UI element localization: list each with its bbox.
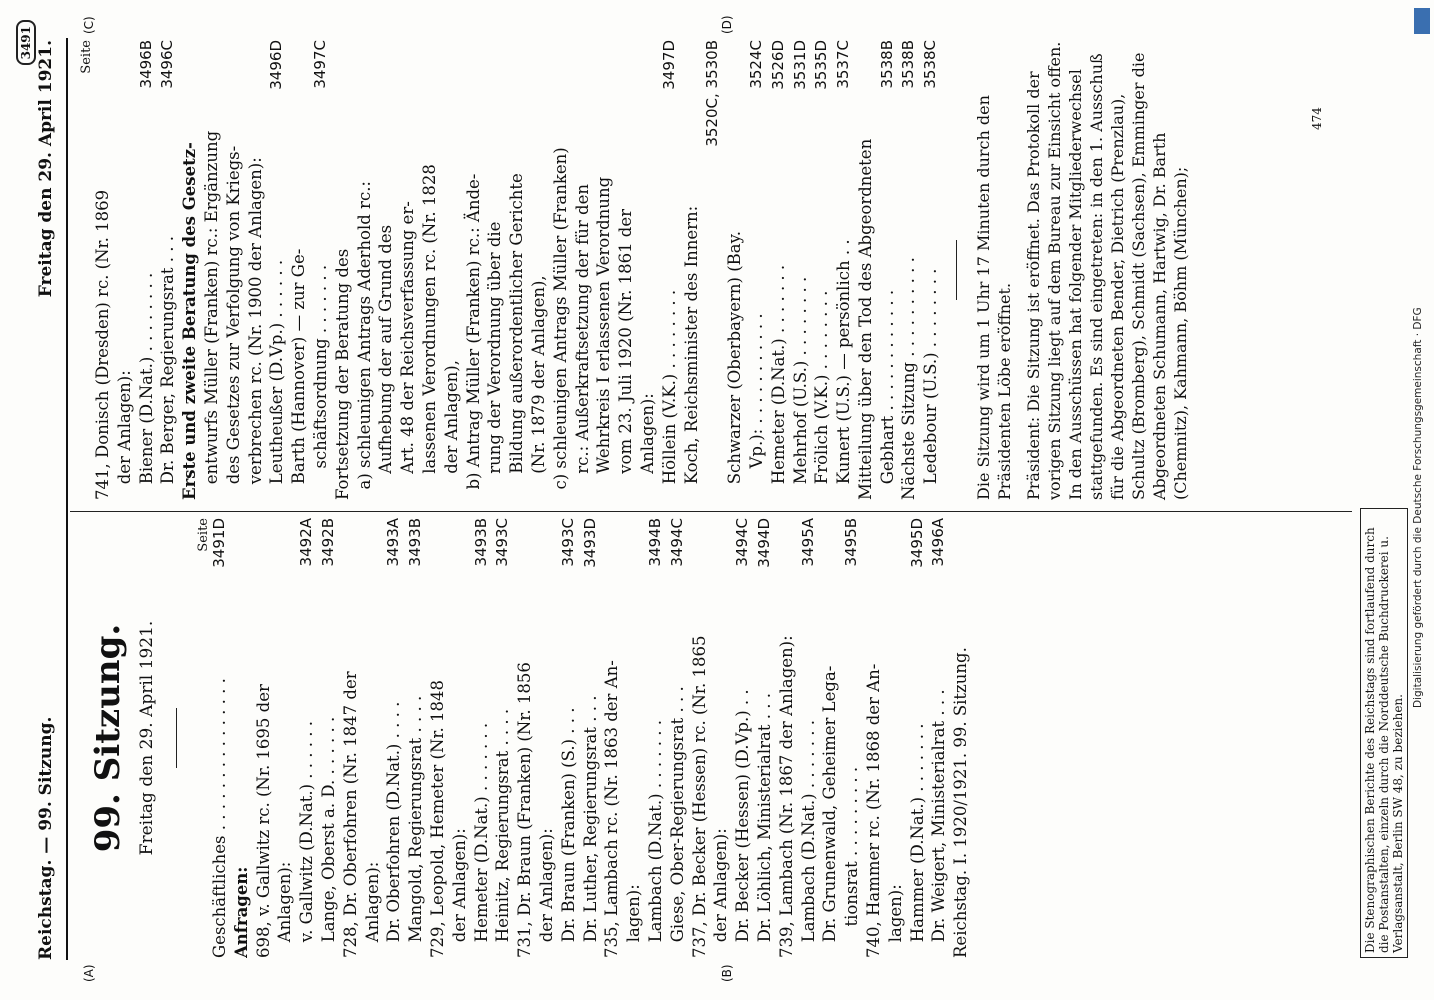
index-entry bbox=[645, 518, 667, 958]
entry-text: der Anlagen): bbox=[449, 828, 469, 958]
index-entry bbox=[296, 518, 318, 958]
session-title: 99. Sitzung. bbox=[88, 623, 128, 853]
entry-text: Mangold, Regierungsrat . . . . bbox=[406, 695, 426, 958]
margin-mark-c: (C) bbox=[82, 16, 96, 34]
entry-text: Leutheußer (D.Vp.) . . . . . . bbox=[267, 259, 287, 500]
index-entry bbox=[427, 518, 449, 958]
index-entry bbox=[484, 40, 506, 500]
index-entry bbox=[405, 518, 427, 958]
margin-mark-d: (D) bbox=[720, 15, 734, 34]
entry-page-ref: 3493A bbox=[384, 518, 403, 567]
entry-page-ref: 3494B bbox=[645, 518, 664, 567]
index-entry bbox=[179, 40, 201, 500]
index-entry bbox=[441, 40, 463, 500]
entry-text: Höllein (V.K.) . . . . . . . . bbox=[659, 289, 679, 500]
index-entry bbox=[798, 518, 820, 958]
index-entry bbox=[536, 518, 558, 958]
entry-text: 737, Dr. Becker (Hessen) rc. (Nr. 1865 bbox=[689, 635, 709, 958]
entry-page-ref: 3495A bbox=[798, 518, 817, 567]
entry-text: verbrechen rc. (Nr. 1900 der Anlagen): bbox=[245, 157, 265, 500]
section-rule bbox=[956, 240, 957, 300]
entry-page-ref: 3537C bbox=[834, 40, 853, 89]
entry-text: Schwarzer (Oberbayern) (Bay. bbox=[725, 231, 745, 500]
session-date: Freitag den 29. April 1921. bbox=[137, 620, 157, 856]
entry-page-ref: 3493D bbox=[580, 518, 599, 568]
right-column bbox=[76, 40, 1191, 500]
index-entry bbox=[288, 40, 310, 500]
index-entry bbox=[637, 40, 659, 500]
header-left: Reichstag. — 99. Sitzung. bbox=[36, 716, 56, 960]
entry-page-ref: 3524C bbox=[746, 40, 765, 89]
entry-page-ref: 3493B bbox=[406, 518, 425, 567]
index-entry bbox=[885, 518, 907, 958]
entry-page-ref: 3538C bbox=[921, 40, 940, 89]
entry-text: Wehrkreis I erlassenen Verordnung bbox=[594, 176, 614, 500]
entry-page-ref: 3495D bbox=[907, 518, 926, 568]
index-entry bbox=[659, 40, 681, 500]
index-entry bbox=[681, 40, 703, 500]
entry-text: a) schleunigen Antrags Aderhold rc.: bbox=[354, 181, 374, 500]
entry-page-ref: 3496D bbox=[267, 40, 286, 90]
dfg-credit-text: Digitalisierung gefördert durch die Deutsche Forschungsgemeinschaft · DFG bbox=[1412, 307, 1424, 708]
column-divider bbox=[70, 511, 1352, 512]
index-entry bbox=[383, 518, 405, 958]
entry-page-ref: 3491D bbox=[210, 518, 228, 568]
index-entry bbox=[362, 518, 384, 958]
entry-text: Lange, Oberst a. D. . . . . . . bbox=[318, 716, 338, 958]
entry-text: Lambach (D.Nat.) . . . . . . . bbox=[645, 719, 665, 958]
entry-text: Giese, Ober-Regierungsrat . . . bbox=[667, 686, 687, 958]
entry-text: Dr. Berger, Regierungsrat . . . bbox=[158, 236, 178, 500]
entry-text: Lambach (D.Nat.) . . . . . . . bbox=[798, 719, 818, 958]
index-entry bbox=[710, 518, 732, 958]
entry-text: Mehrhof (U.S.) . . . . . . . . bbox=[790, 276, 810, 500]
entry-text: 728, Dr. Oberfohren (Nr. 1847 der bbox=[340, 671, 360, 958]
entry-text: der Anlagen): bbox=[711, 828, 731, 958]
entry-page-ref: 3526D bbox=[768, 40, 787, 90]
entry-page-ref: 3497C bbox=[310, 40, 329, 89]
margin-mark-a: (A) bbox=[82, 964, 96, 982]
entry-page-ref: 3538B bbox=[899, 40, 918, 89]
index-entry bbox=[136, 40, 158, 500]
index-entry bbox=[506, 40, 528, 500]
index-entry bbox=[950, 518, 972, 958]
entry-text: Kunert (U.S.) — persönlich . . bbox=[834, 239, 854, 500]
index-entry bbox=[253, 518, 275, 958]
index-entry bbox=[245, 40, 267, 500]
index-entry bbox=[877, 40, 899, 500]
index-entry bbox=[702, 40, 724, 500]
entry-text: Dr. Becker (Hessen) (D.Vp.) . . bbox=[733, 689, 753, 958]
entry-text: Gebhart . . . . . . . . . . . . bbox=[877, 289, 897, 500]
entry-text: der Anlagen): bbox=[114, 370, 134, 500]
entry-text: Hemeter (D.Nat.) . . . . . . . bbox=[471, 722, 491, 958]
index-entry bbox=[907, 518, 929, 958]
index-entry bbox=[776, 518, 798, 958]
entry-page-ref: 3494C bbox=[667, 518, 686, 567]
index-entry bbox=[898, 40, 920, 500]
header-right: Freitag den 29. April 1921. bbox=[36, 40, 56, 298]
index-entry bbox=[463, 40, 485, 500]
index-entry bbox=[266, 40, 288, 500]
entry-text: vom 23. Juli 1920 (Nr. 1861 der bbox=[616, 208, 636, 500]
entry-text: rc.: Außerkraftsetzung der für den bbox=[572, 184, 592, 500]
entry-text: c) schleunigen Antrags Müller (Franken) bbox=[550, 147, 570, 500]
entry-text: Reichstag. I. 1920/1921. 99. Sitzung. bbox=[951, 647, 971, 958]
index-entry bbox=[310, 40, 332, 500]
entry-text: der Anlagen): bbox=[536, 828, 556, 958]
entry-text: Hammer (D.Nat.) . . . . . . . bbox=[907, 723, 927, 958]
entry-text: des Gesetzes zur Verfolgung von Kriegs- bbox=[223, 145, 243, 500]
entry-text: 731, Dr. Braun (Franken) (Nr. 1856 bbox=[515, 662, 535, 958]
entry-text: 729, Leopold, Hemeter (Nr. 1848 bbox=[427, 680, 447, 958]
entry-text: entwurfs Müller (Franken) rc.: Ergänzung bbox=[201, 130, 221, 500]
dfg-credit bbox=[1412, 8, 1430, 708]
entry-text: Geschäftliches . . . . . . . . . . . . . . . bbox=[210, 678, 229, 958]
opening-paragraph: Die Sitzung wird um 1 Uhr 17 Minuten durch den Präsidenten Löbe eröffnet. bbox=[974, 95, 1015, 500]
index-entry bbox=[471, 518, 493, 958]
entry-text: Bildung außerordentlicher Gerichte bbox=[507, 173, 527, 500]
entry-text: Ledebour (U.S.) . . . . . . . . bbox=[921, 268, 941, 500]
margin-mark-b: (B) bbox=[720, 964, 734, 982]
entry-text: 741, Donisch (Dresden) rc. (Nr. 1869 bbox=[93, 189, 112, 500]
entry-text: Erste und zweite Beratung des Gesetz- bbox=[180, 142, 200, 500]
entry-text: Anlagen): bbox=[362, 861, 382, 958]
entry-text: Dr. Löhlich, Ministerialrat . . . bbox=[754, 693, 774, 958]
entry-text: der Anlagen), bbox=[441, 360, 461, 500]
header-rule bbox=[66, 38, 68, 960]
entry-text: Heinitz, Regierungsrat . . . . bbox=[493, 708, 513, 958]
seite-label: Seite bbox=[196, 518, 211, 552]
entry-text: Dr. Weigert, Ministerialrat . . . bbox=[929, 689, 949, 958]
entry-page-ref: 3520C, 3530B bbox=[703, 40, 722, 147]
index-entry bbox=[528, 40, 550, 500]
index-entry bbox=[833, 40, 855, 500]
entry-text: Dr. Luther, Regierungsrat . . . bbox=[580, 695, 600, 958]
index-entry bbox=[746, 40, 768, 500]
entry-page-ref: 3492A bbox=[297, 518, 316, 567]
entry-text: Mitteilung über den Tod des Abgeordneten bbox=[855, 138, 875, 500]
entry-text: v. Gallwitz (D.Nat.) . . . . . . bbox=[297, 721, 317, 958]
index-entry bbox=[863, 518, 885, 958]
entry-text: Aufhebung der auf Grund des bbox=[376, 224, 396, 500]
index-entry bbox=[667, 518, 689, 958]
entry-text: Dr. Braun (Franken) (S.) . . . bbox=[558, 707, 578, 958]
entry-page-ref: 3493C bbox=[558, 518, 577, 567]
entry-text: lassenen Verordnungen rc. (Nr. 1828 bbox=[419, 164, 439, 500]
entry-text: Fortsetzung der Beratung des bbox=[332, 248, 352, 500]
index-entry bbox=[841, 518, 863, 958]
index-entry bbox=[397, 40, 419, 500]
index-entry bbox=[689, 518, 711, 958]
index-entry bbox=[601, 518, 623, 958]
index-entry bbox=[201, 40, 223, 500]
entry-text: Barth (Hannover) — zur Ge- bbox=[289, 248, 309, 500]
entry-page-ref: 3493C bbox=[493, 518, 512, 567]
index-entry bbox=[514, 518, 536, 958]
index-entry bbox=[419, 40, 441, 500]
entry-text: rung der Verordnung über die bbox=[485, 221, 505, 500]
entry-text: b) Antrag Müller (Franken) rc.: Ände- bbox=[463, 173, 483, 500]
index-entry bbox=[114, 40, 136, 500]
entry-text: Nächste Sitzung . . . . . . . . . . bbox=[899, 257, 919, 500]
entry-page-ref: 3496A bbox=[929, 518, 948, 567]
entry-text: Dr. Grunenwald, Geheimer Lega- bbox=[820, 665, 840, 958]
entry-page-ref: 3492B bbox=[318, 518, 337, 567]
entry-text: Anlagen): bbox=[275, 861, 295, 958]
index-entry bbox=[550, 40, 572, 500]
president-paragraph: Präsident: Die Sitzung ist eröffnet. Das Protokoll der vorigen Sitzung liegt auf dem Bureau zur Einsicht offen. In den Ausschüssen hat folgender Mitgliederwechsel stattgefunden. Es sind eingetreten: in den 1. Ausschuß für die Abgeordneten Bender, Dietrich (Prenzlau), Schultz (Bromberg), Schmidt (Sachsen), Emminger die Abgeordneten Schumann, Hartwig, Dr. Barth (Chemnitz), Kahmann, Böhm (München); bbox=[1024, 41, 1191, 500]
entry-text: Dr. Oberfohren (D.Nat.) . . . . bbox=[384, 701, 404, 958]
entry-page-ref: 3494D bbox=[754, 518, 773, 568]
index-entry bbox=[492, 518, 514, 958]
title-rule bbox=[176, 708, 177, 768]
index-entry bbox=[157, 40, 179, 500]
index-entry bbox=[928, 518, 950, 958]
index-entry bbox=[92, 40, 114, 500]
index-entry bbox=[580, 518, 602, 958]
entry-text: tionsrat . . . . . . . . . bbox=[842, 766, 862, 958]
index-entry bbox=[920, 40, 942, 500]
left-column bbox=[76, 518, 972, 958]
index-entry bbox=[790, 40, 812, 500]
entry-text: 698, v. Gallwitz rc. (Nr. 1695 der bbox=[253, 684, 273, 958]
entry-text: Biener (D.Nat.) . . . . . . . . bbox=[136, 272, 156, 500]
entry-text: (Nr. 1879 der Anlagen), bbox=[528, 275, 548, 500]
entry-text: lagen): bbox=[624, 884, 644, 958]
entry-page-ref: 3495B bbox=[842, 518, 861, 567]
running-header bbox=[19, 26, 66, 960]
seite-label-right: Seite bbox=[79, 40, 94, 74]
entry-page-ref: 3538B bbox=[877, 40, 896, 89]
entry-text: Anlagen): bbox=[637, 393, 657, 500]
entry-text: schäftsordnung . . . . . . . bbox=[310, 264, 330, 500]
index-entry bbox=[558, 518, 580, 958]
entry-page-ref: 3496C bbox=[158, 40, 177, 89]
index-entry bbox=[724, 40, 746, 500]
entry-page-ref: 3535D bbox=[812, 40, 831, 90]
left-index-list bbox=[209, 518, 972, 958]
index-entry bbox=[449, 518, 471, 958]
index-entry bbox=[340, 518, 362, 958]
page-number: 474 bbox=[1310, 107, 1324, 130]
index-entry bbox=[231, 518, 253, 958]
index-entry bbox=[318, 518, 340, 958]
index-entry bbox=[593, 40, 615, 500]
page-badge: 3491 bbox=[16, 20, 36, 65]
entry-page-ref: 3497D bbox=[659, 40, 678, 90]
entry-text: Koch, Reichsminister des Innern: bbox=[681, 205, 701, 500]
entry-page-ref: 3493B bbox=[471, 518, 490, 567]
entry-text: Hemeter (D.Nat.) . . . . . . . bbox=[768, 264, 788, 500]
index-entry bbox=[855, 40, 877, 500]
index-entry bbox=[209, 518, 231, 958]
entry-text: Vp.): . . . . . . . . . . . bbox=[746, 313, 766, 500]
entry-page-ref: 3531D bbox=[790, 40, 809, 90]
index-entry bbox=[615, 40, 637, 500]
entry-text: lagen): bbox=[885, 884, 905, 958]
entry-page-ref: 3496B bbox=[136, 40, 155, 89]
index-entry bbox=[274, 518, 296, 958]
entry-text: 740, Hammer rc. (Nr. 1868 der An- bbox=[863, 663, 883, 958]
index-entry bbox=[623, 518, 645, 958]
index-entry bbox=[354, 40, 376, 500]
index-entry bbox=[768, 40, 790, 500]
right-index-list bbox=[92, 40, 942, 500]
entry-text: 739, Lambach (Nr. 1867 der Anlagen): bbox=[776, 635, 796, 958]
index-entry bbox=[572, 40, 594, 500]
index-entry bbox=[811, 40, 833, 500]
index-entry bbox=[732, 518, 754, 958]
entry-text: 735, Lambach rc. (Nr. 1863 der An- bbox=[602, 660, 622, 958]
index-entry bbox=[332, 40, 354, 500]
footnote-box: Die Stenographischen Berichte des Reichstags sind fortlaufend durch die Postanstalten, einzeln durch die Norddeutsche Buchdruckerei u. Verlagsanstalt, Berlin SW 48, zu beziehen. bbox=[1360, 508, 1408, 958]
index-entry bbox=[223, 40, 245, 500]
index-entry bbox=[819, 518, 841, 958]
index-entry bbox=[375, 40, 397, 500]
entry-text: Anfragen: bbox=[231, 866, 251, 958]
index-entry bbox=[754, 518, 776, 958]
entry-text: Frölich (V.K.) . . . . . . . . bbox=[812, 290, 832, 500]
entry-page-ref: 3494C bbox=[733, 518, 752, 567]
entry-text: Art. 48 der Reichsverfassung er- bbox=[398, 201, 418, 500]
